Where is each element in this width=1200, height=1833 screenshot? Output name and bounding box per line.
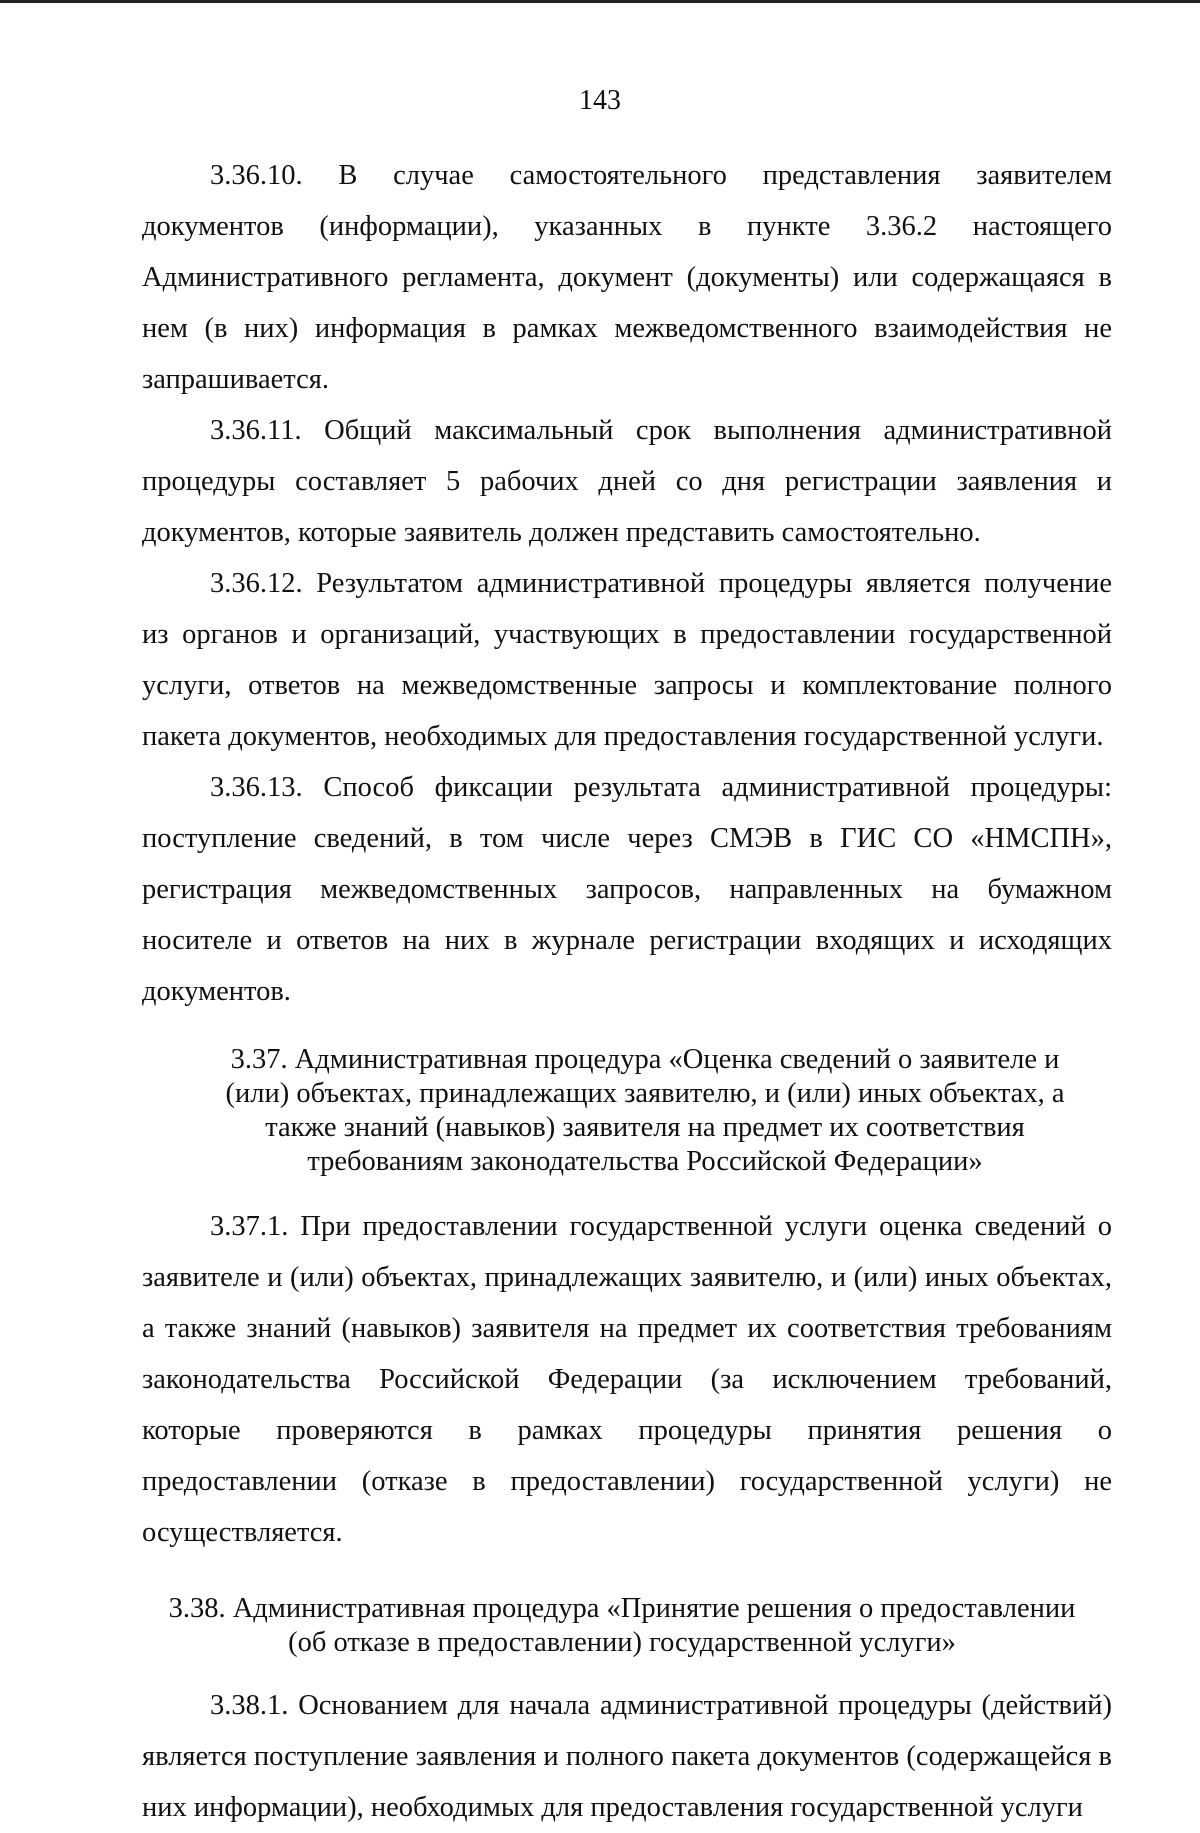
section-heading-3-37: 3.37. Административная процедура «Оценка сведений о заявителе и (или) объектах, принадлежащих заявителю, и (или) иных объектах, а также знаний (навыков) заявителя на предмет их соответствия требованиям законодательства Российской Федерации» (225, 1044, 1065, 1177)
top-border-line (0, 0, 1200, 3)
paragraph-3-36-12: 3.36.12. Результатом административной процедуры является получение из органов и организаций, участвующих в предоставлении государственной услуги, ответов на межведомственные запросы и комплектование полного пакета документов, необходимых для предоставления государственной услуги. (142, 568, 1112, 752)
paragraph-3-37-1: 3.37.1. При предоставлении государственной услуги оценка сведений о заявителе и (или) объектах, принадлежащих заявителю, и (или) иных объектах, а также знаний (навыков) заявителя на предмет их соответствия требованиям законодательства Российской Федерации (за исключением требований, которые проверяются в рамках процедуры принятия решения о предоставлении (отказе в предоставлении) государственной услуги) не осуществляется. (142, 1211, 1112, 1548)
paragraph-3-36-13: 3.36.13. Способ фиксации результата административной процедуры: поступление сведений, в том числе через СМЭВ в ГИС СО «НМСПН», регистрация межведомственных запросов, направленных на бумажном носителе и ответов на них в журнале регистрации входящих и исходящих документов. (142, 772, 1112, 1007)
document-body (142, 150, 1112, 1833)
page-number: 143 (579, 85, 621, 116)
section-heading-3-38: 3.38. Административная процедура «Принятие решения о предоставлении (об отказе в предоставлении) государственной услуги» (168, 1593, 1076, 1658)
paragraph-3-36-10: 3.36.10. В случае самостоятельного представления заявителем документов (информации), указанных в пункте 3.36.2 настоящего Административного регламента, документ (документы) или содержащаяся в нем (в них) информация в рамках межведомственного взаимодействия не запрашивается. (142, 160, 1112, 395)
paragraph-3-38-1: 3.38.1. Основанием для начала административной процедуры (действий) является поступление заявления и полного пакета документов (содержащейся в них информации), необходимых для предоставления государственной услуги (142, 1690, 1112, 1823)
paragraph-3-36-11: 3.36.11. Общий максимальный срок выполнения административной процедуры составляет 5 рабочих дней со дня регистрации заявления и документов, которые заявитель должен представить самостоятельно. (142, 415, 1112, 548)
